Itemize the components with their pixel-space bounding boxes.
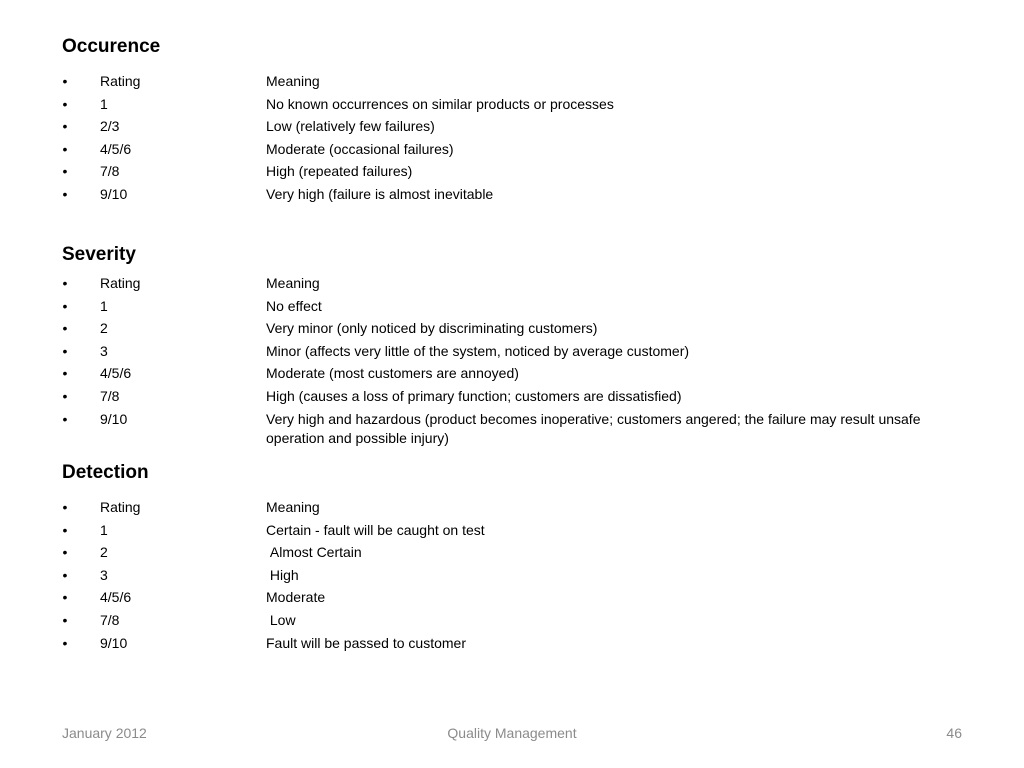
- meaning-cell: Low: [266, 611, 296, 628]
- list-item: [62, 634, 962, 657]
- bullet-icon: •: [62, 611, 68, 628]
- bullet-icon: •: [62, 297, 68, 314]
- list-item: [62, 543, 962, 566]
- rating-cell: 7/8: [100, 611, 120, 628]
- bullet-icon: •: [62, 163, 68, 180]
- rating-cell: Rating: [100, 73, 141, 89]
- rating-cell: 1: [100, 297, 108, 314]
- rating-cell: 2: [100, 544, 108, 561]
- meaning-cell: Meaning: [266, 73, 320, 89]
- bullet-icon: •: [62, 342, 68, 359]
- meaning-cell: Moderate (most customers are annoyed): [266, 365, 519, 382]
- meaning-cell: Almost Certain: [266, 544, 362, 561]
- rating-cell: 7/8: [100, 163, 120, 180]
- meaning-cell: High: [266, 566, 299, 583]
- list-item: [62, 185, 962, 208]
- list-item: [62, 297, 962, 320]
- list-item: [62, 521, 962, 544]
- list-item: [62, 566, 962, 589]
- rating-cell: 4/5/6: [100, 365, 132, 382]
- rating-cell: 9/10: [100, 634, 128, 651]
- rating-cell: 2/3: [100, 118, 120, 135]
- list-item: [62, 140, 962, 163]
- rating-cell: 9/10: [100, 410, 128, 427]
- bullet-icon: •: [62, 320, 68, 337]
- list-item: [62, 319, 962, 342]
- bullet-icon: •: [62, 140, 68, 157]
- rating-cell: 4/5/6: [100, 140, 132, 157]
- meaning-cell: Very minor (only noticed by discriminating customers): [266, 320, 598, 337]
- bullet-icon: •: [62, 387, 68, 404]
- list-item: [62, 498, 962, 521]
- rating-cell: Rating: [100, 275, 141, 291]
- meaning-cell: Meaning: [266, 275, 320, 291]
- list-item: [62, 117, 962, 140]
- rating-cell: 1: [100, 521, 108, 538]
- list-item: [62, 364, 962, 387]
- rating-cell: 1: [100, 95, 108, 112]
- list-item: [62, 410, 962, 448]
- list-item: [62, 588, 962, 611]
- rating-cell: Rating: [100, 499, 141, 515]
- occurence-list: [62, 72, 962, 208]
- list-item: [62, 274, 962, 297]
- bullet-icon: •: [62, 410, 68, 427]
- meaning-cell: Moderate (occasional failures): [266, 140, 454, 157]
- bullet-icon: •: [62, 185, 68, 202]
- rating-cell: 3: [100, 566, 108, 583]
- bullet-icon: •: [62, 95, 68, 112]
- section-title-occurence: Occurence: [62, 36, 161, 57]
- section-detection: [62, 461, 962, 656]
- bullet-icon: •: [62, 275, 68, 291]
- meaning-cell: High (causes a loss of primary function; customers are dissatisfied): [266, 387, 682, 404]
- list-item: [62, 95, 962, 118]
- footer-date: January 2012: [62, 725, 147, 741]
- rating-cell: 2: [100, 320, 108, 337]
- meaning-cell: Moderate: [266, 589, 326, 606]
- section-severity: [62, 243, 962, 448]
- page-number: 46: [946, 725, 962, 741]
- rating-cell: 9/10: [100, 185, 128, 202]
- rating-cell: 3: [100, 342, 108, 359]
- list-item: [62, 162, 962, 185]
- list-item: [62, 611, 962, 634]
- meaning-cell: Certain - fault will be caught on test: [266, 521, 485, 538]
- section-occurence: [62, 35, 962, 208]
- meaning-cell: Very high (failure is almost inevitable: [266, 185, 494, 202]
- meaning-cell: Fault will be passed to customer: [266, 634, 466, 651]
- rating-cell: 4/5/6: [100, 589, 132, 606]
- bullet-icon: •: [62, 566, 68, 583]
- bullet-icon: •: [62, 499, 68, 515]
- bullet-icon: •: [62, 118, 68, 135]
- meaning-cell: No effect: [266, 297, 322, 314]
- severity-list: [62, 274, 962, 448]
- meaning-cell: Low (relatively few failures): [266, 118, 435, 135]
- list-item: [62, 72, 962, 95]
- meaning-cell: No known occurrences on similar products or processes: [266, 95, 614, 112]
- section-title-detection: Detection: [62, 462, 149, 483]
- list-item: [62, 342, 962, 365]
- meaning-cell: Very high and hazardous (product becomes inoperative; customers angered; the failure may result unsafe operation and possible injury): [266, 410, 925, 446]
- bullet-icon: •: [62, 544, 68, 561]
- list-item: [62, 387, 962, 410]
- bullet-icon: •: [62, 73, 68, 89]
- meaning-cell: Meaning: [266, 499, 320, 515]
- bullet-icon: •: [62, 589, 68, 606]
- rating-cell: 7/8: [100, 387, 120, 404]
- footer-title: Quality Management: [447, 725, 577, 741]
- meaning-cell: Minor (affects very little of the system, noticed by average customer): [266, 342, 690, 359]
- bullet-icon: •: [62, 634, 68, 651]
- bullet-icon: •: [62, 521, 68, 538]
- meaning-cell: High (repeated failures): [266, 163, 413, 180]
- detection-list: [62, 498, 962, 656]
- section-title-severity: Severity: [62, 244, 136, 265]
- bullet-icon: •: [62, 365, 68, 382]
